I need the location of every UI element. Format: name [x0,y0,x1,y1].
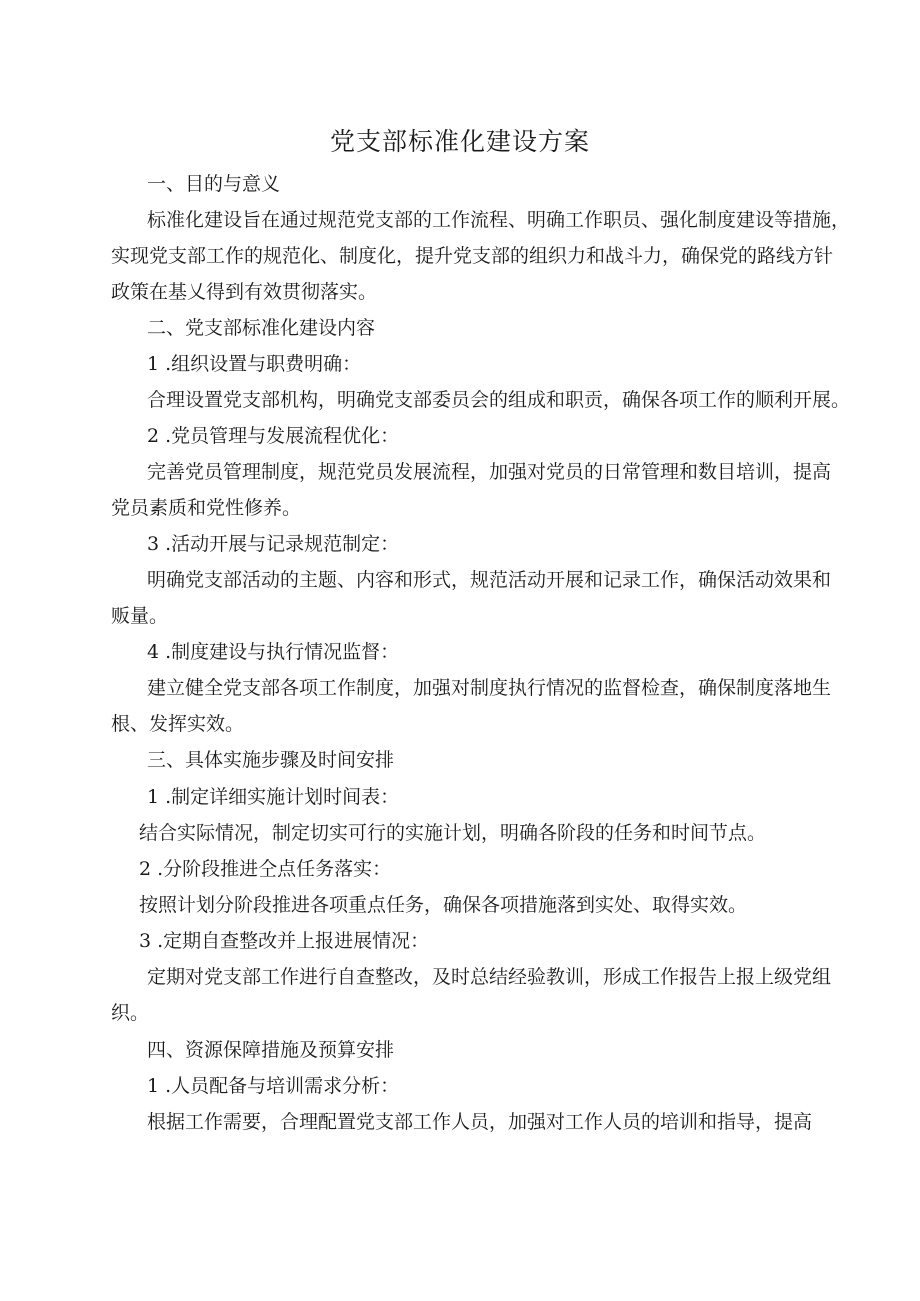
page-title: 党支部标准化建设方案 [329,127,590,156]
item-title: 2 .分阶段推进仝点任务落实： [139,858,392,880]
paragraph-line: 根据工作需要，合理配置党支部工作人员，加强对工作人员的培训和指导，提高 [147,1111,813,1133]
item-title: 2 .党员管理与发展流程优化： [147,425,400,447]
paragraph-line: 党员素质和党性修养。 [111,497,302,519]
section-heading-2: 二、党支部标准化建设内容 [147,317,376,339]
paragraph-line: 实现党支部工作的规范化、制度化，提升党支部的组织力和战斗力，确保党的路线方针 [111,245,834,267]
section-heading-4: 四、资源保障措施及预算安排 [147,1039,395,1061]
item-title: 1 .制定详细实施计划时间表： [147,786,400,808]
paragraph-line: 标准化建设旨在通过规范党支部的工作流程、明确工作职员、强化制度建设等措施， [147,209,851,231]
paragraph-line: 合理设置党支部机构，明确党支部委员会的组成和职贡，确保各项工作的顺利开展。 [147,389,851,411]
paragraph-line: 完善党员管理制度，规范党员发展流程，加强对党员的日常管理和数目培训，提高 [147,461,832,483]
paragraph-line: 织。 [111,1002,150,1024]
item-title: 4 .制度建设与执行情况监督： [147,641,400,663]
item-title: 3 .活动开展与记录规范制定： [147,533,400,555]
section-heading-3: 三、具体实施步骤及时间安排 [147,749,395,771]
item-title: 1 .人员配备与培训需求分析： [147,1075,400,1097]
item-title: 1 .组织设置与职费明确： [147,353,362,375]
item-title: 3 .定期自查整改并上报进展情况： [139,930,430,952]
paragraph-line: 建立健全党支部各项工作制度，加强对制度执行情况的监督检查，确保制度落地生 [147,677,832,699]
section-heading-1: 一、目的与意义 [147,173,281,195]
paragraph-line: 按照计划分阶段推进各项重点任务，确保各项措施落到实处、取得实效。 [139,894,748,916]
paragraph-line: 结合实际情况，制定切实可行的实施计划，明确各阶段的任务和时间节点。 [139,822,767,844]
paragraph-line: 政策在基乂得到有效贯彻落实。 [111,281,378,303]
paragraph-line: 明确党支部活动的主题、内容和形式，规范活动开展和记录工作，确保活动效果和 [147,569,832,591]
paragraph-line: 贩量。 [111,605,169,627]
paragraph-line: 根、发挥实效。 [111,713,245,735]
paragraph-line: 定期对党支部工作进行自查整改，及时总结经验教训，形成工作报告上报上级党组 [147,966,832,988]
